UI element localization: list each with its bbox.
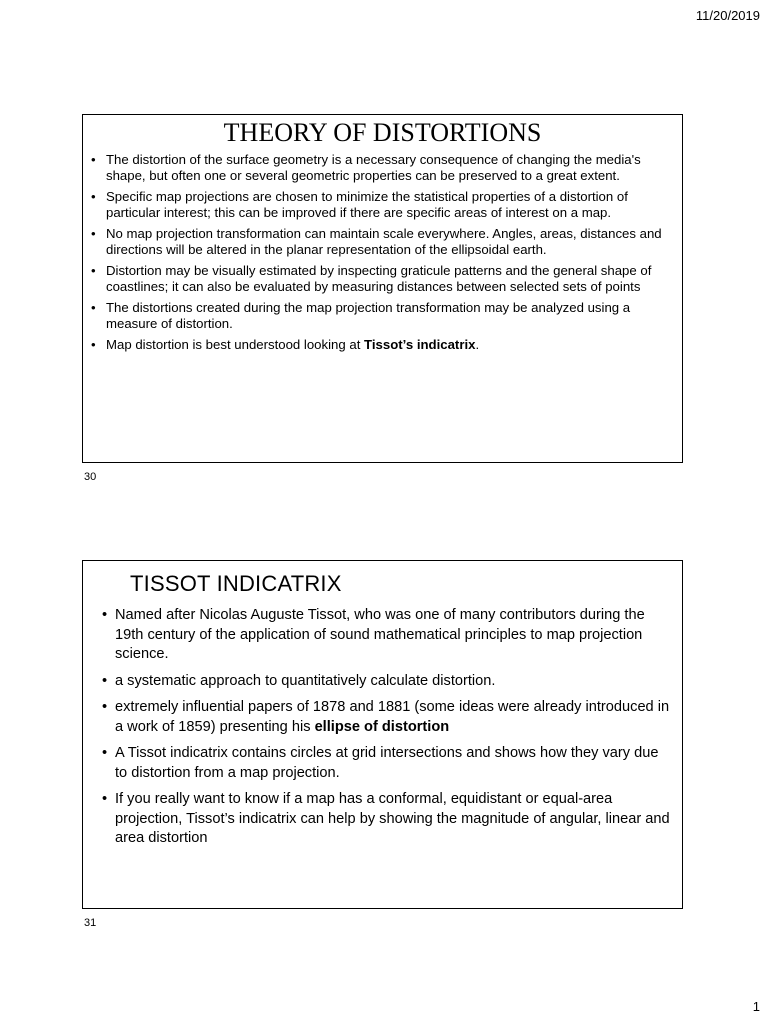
bullet-dot: • <box>102 699 108 715</box>
bullet-item <box>101 672 674 692</box>
slide-title: THEORY OF DISTORTIONS <box>223 118 542 147</box>
bullet-item <box>89 152 674 184</box>
slide-number: 31 <box>84 917 97 929</box>
bullet-text: Named after Nicolas Auguste Tissot, who was one of many contributors during the 19th century of the application of sound mathematical principles to map projection science. <box>115 607 645 662</box>
bullet-item <box>89 226 674 258</box>
bullet-dot: • <box>102 672 108 689</box>
bullet-dot: • <box>91 337 96 352</box>
bullet-text: The distortion of the surface geometry is a necessary consequence of changing the media's shape, but often one or several geometric properties can be preserved to a great extent. <box>106 152 641 183</box>
bullet-item <box>101 606 674 665</box>
bullet-dot: • <box>102 607 108 623</box>
bullet-item <box>89 337 674 353</box>
slide-number: 30 <box>84 471 97 483</box>
bullet-item <box>89 189 674 221</box>
bullet-list <box>101 606 674 849</box>
bullet-text: If you really want to know if a map has a conformal, equidistant or equal-area projection, Tissot’s indicatrix can help by showing the magnitude of angular, linear and area distortion <box>115 791 670 846</box>
bullet-item <box>89 300 674 332</box>
bullet-item <box>101 698 674 737</box>
bullet-text: Map distortion is best understood looking at <box>106 337 365 352</box>
bullet-dot: • <box>91 300 96 315</box>
bold-term: Tissot’s indicatrix <box>364 337 476 352</box>
date-header: 11/20/2019 <box>695 8 760 23</box>
bullet-suffix: . <box>475 337 480 352</box>
bullet-text: The distortions created during the map projection transformation may be analyzed using a measure of distortion. <box>106 300 631 331</box>
bullet-text: A Tissot indicatrix contains circles at grid intersections and shows how they vary due to distortion from a map projection. <box>115 745 659 781</box>
bullet-text: Distortion may be visually estimated by inspecting graticule patterns and the general shape of coastlines; it can also be evaluated by measuring distances between selected sets of points <box>106 263 652 294</box>
bold-term: ellipse of distortion <box>314 718 450 735</box>
bullet-item <box>101 790 674 849</box>
bullet-text: extremely influential papers of 1878 and 1881 (some ideas were already introduced in a work of 1859) presenting his <box>115 699 670 735</box>
bullet-text: Specific map projections are chosen to minimize the statistical properties of a distortion of particular interest; this can be improved if there are specific areas of interest on a map. <box>106 189 628 220</box>
slide-title: TISSOT INDICATRIX <box>130 571 342 596</box>
bullet-dot: • <box>91 226 96 241</box>
slide-theory-of-distortions <box>82 114 683 463</box>
bullet-dot: • <box>102 745 108 761</box>
bullet-text: No map projection transformation can maintain scale everywhere. Angles, areas, distances and directions will be altered in the planar representation of the ellipsoidal earth. <box>106 226 662 257</box>
bullet-dot: • <box>91 189 96 204</box>
bullet-dot: • <box>91 152 96 167</box>
bullet-dot: • <box>102 791 108 807</box>
page-number: 1 <box>752 999 760 1014</box>
bullet-dot: • <box>91 263 96 278</box>
bullet-list <box>89 152 674 353</box>
slide-tissot-indicatrix <box>82 560 683 909</box>
bullet-item <box>89 263 674 295</box>
bullet-text: a systematic approach to quantitatively calculate distortion. <box>115 672 496 689</box>
bullet-item <box>101 744 674 783</box>
